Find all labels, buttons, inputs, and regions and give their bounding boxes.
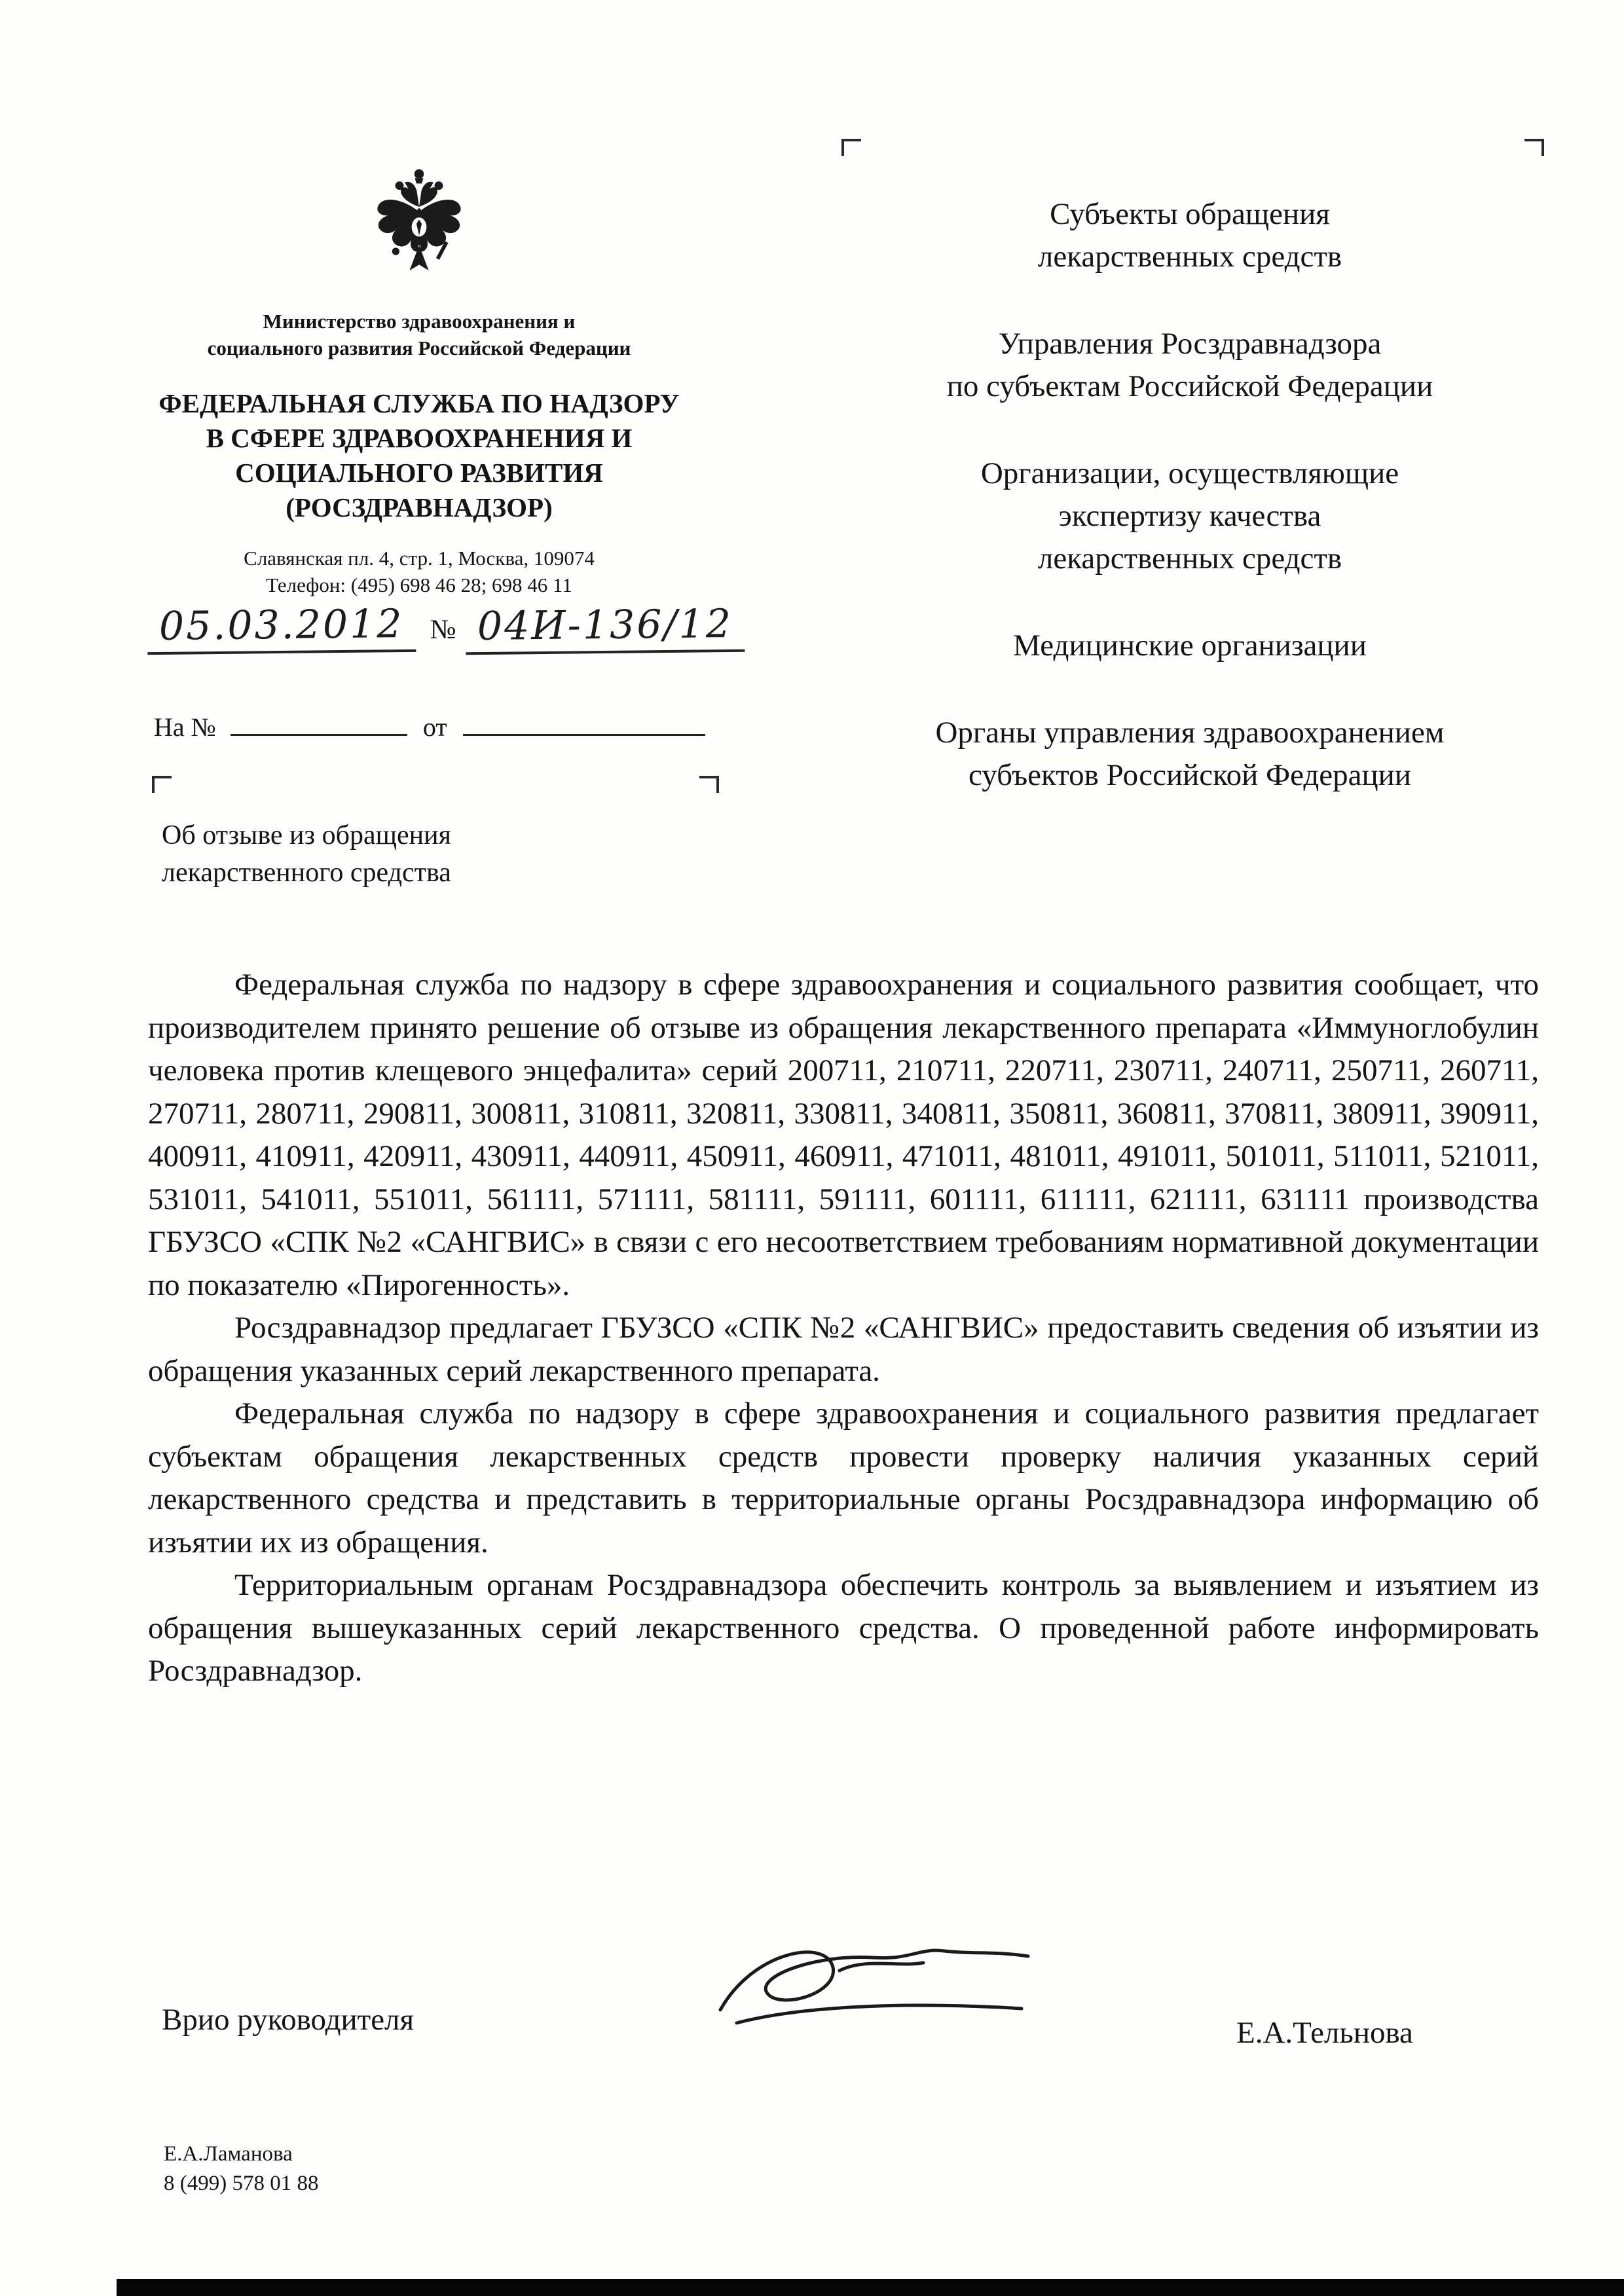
service-line: СОЦИАЛЬНОГО РАЗВИТИЯ	[235, 458, 603, 488]
letterhead	[131, 162, 707, 598]
contact-block	[131, 545, 707, 598]
subject-line: лекарственного средства	[162, 858, 451, 888]
recipient	[820, 712, 1560, 797]
address-line: Славянская пл. 4, стр. 1, Москва, 109074	[244, 547, 595, 570]
subject	[162, 817, 451, 892]
executor-name: Е.А.Ламанова	[164, 2142, 293, 2166]
signer-name: Е.А.Тельнова	[1236, 2016, 1413, 2050]
phone-line: Телефон: (495) 698 46 28; 698 46 11	[266, 574, 572, 596]
reply-number-blank	[231, 706, 407, 736]
handwritten-number: 04И-136/12	[465, 601, 745, 655]
service-line: ФЕДЕРАЛЬНАЯ СЛУЖБА ПО НАДЗОРУ	[158, 388, 680, 418]
from-label: от	[422, 712, 447, 742]
document-number-line	[147, 602, 841, 653]
executor-block	[164, 2140, 318, 2198]
recipient-line: лекарственных средств	[1037, 240, 1342, 274]
reply-date-blank	[463, 706, 705, 736]
ministry-name	[131, 308, 707, 361]
corner-mark-top-left	[841, 139, 861, 156]
recipient-line: субъектов Российской Федерации	[969, 758, 1411, 792]
signer-position: Врио руководителя	[162, 2003, 415, 2037]
subject-line: Об отзыве из обращения	[162, 820, 451, 850]
body-paragraph: Территориальным органам Росздравнадзора обеспечить контроль за выявлением и изъятием из обращения вышеуказанных серий лекарственного средства. О проведенной работе информировать Росздравнадзор.	[148, 1568, 1539, 1688]
recipient-line: Органы управления здравоохранением	[935, 716, 1445, 750]
service-name	[131, 386, 707, 525]
reply-reference-line	[154, 706, 848, 742]
handwritten-date: 05.03.2012	[147, 601, 416, 655]
service-line: В СФЕРЕ ЗДРАВООХРАНЕНИЯ И	[206, 423, 633, 453]
body-paragraph: Федеральная служба по надзору в сфере здравоохранения и социального развития сообщает, что производителем принято решение об отзыве из обращения лекарственного препарата «Иммуноглобулин человека против клещевого энцефалита» серий 200711, 210711, 220711, 230711, 240711, 250711, 260711, 270711, 280711, 290811, 300811, 310811, 320811, 330811, 340811, 350811, 360811, 370811, 380911, 390911, 400911, 410911, 420911, 430911, 440911, 450911, 460911, 471011, 481011, 491011, 501011, 511011, 521011, 531011, 541011, 551011, 561111, 571111, 581111, 591111, 601111, 611111, 621111, 631111 производства ГБУЗСО «СПК №2 «САНГВИС» в связи с его несоответствием требованиям нормативной документации по показателю «Пирогенность».	[148, 968, 1539, 1302]
service-line: (РОСЗДРАВНАДЗОР)	[286, 492, 553, 522]
recipient-line: по субъектам Российской Федерации	[946, 369, 1433, 403]
ministry-line: социального развития Российской Федерации	[207, 337, 631, 359]
recipient	[820, 452, 1560, 580]
recipient-line: Организации, осуществляющие	[980, 456, 1399, 490]
corner-mark-subject-left	[152, 776, 172, 793]
number-sign: №	[430, 615, 456, 645]
handwritten-signature	[701, 1930, 1054, 2054]
russian-coat-of-arms-icon	[366, 162, 472, 296]
letter-body	[148, 964, 1539, 1693]
recipient	[820, 323, 1560, 408]
ministry-line: Министерство здравоохранения и	[263, 310, 576, 333]
corner-mark-top-right	[1524, 139, 1544, 156]
reply-label: На №	[154, 712, 216, 742]
recipient-line: Управления Росздравнадзора	[998, 327, 1382, 361]
body-paragraph: Росздравнадзор предлагает ГБУЗСО «СПК №2 «САНГВИС» предоставить сведения об изъятии из обращения указанных серий лекарственного препарата.	[148, 1311, 1539, 1388]
executor-phone: 8 (499) 578 01 88	[164, 2172, 319, 2195]
recipient	[820, 625, 1560, 667]
recipient-line: лекарственных средств	[1037, 541, 1342, 575]
recipient-line: Медицинские организации	[1013, 629, 1367, 663]
body-paragraph: Федеральная служба по надзору в сфере здравоохранения и социального развития предлагает субъектам обращения лекарственных средств провести проверку наличия указанных серий лекарственного средства и представить в территориальные органы Росздравнадзора информацию об изъятии их из обращения.	[148, 1396, 1539, 1559]
recipient-line: экспертизу качества	[1058, 499, 1321, 533]
recipient-line: Субъекты обращения	[1050, 197, 1330, 231]
recipients-list	[820, 193, 1560, 841]
scan-artifact-strip	[117, 2279, 1624, 2296]
recipient	[820, 193, 1560, 278]
corner-mark-subject-right	[699, 776, 719, 793]
